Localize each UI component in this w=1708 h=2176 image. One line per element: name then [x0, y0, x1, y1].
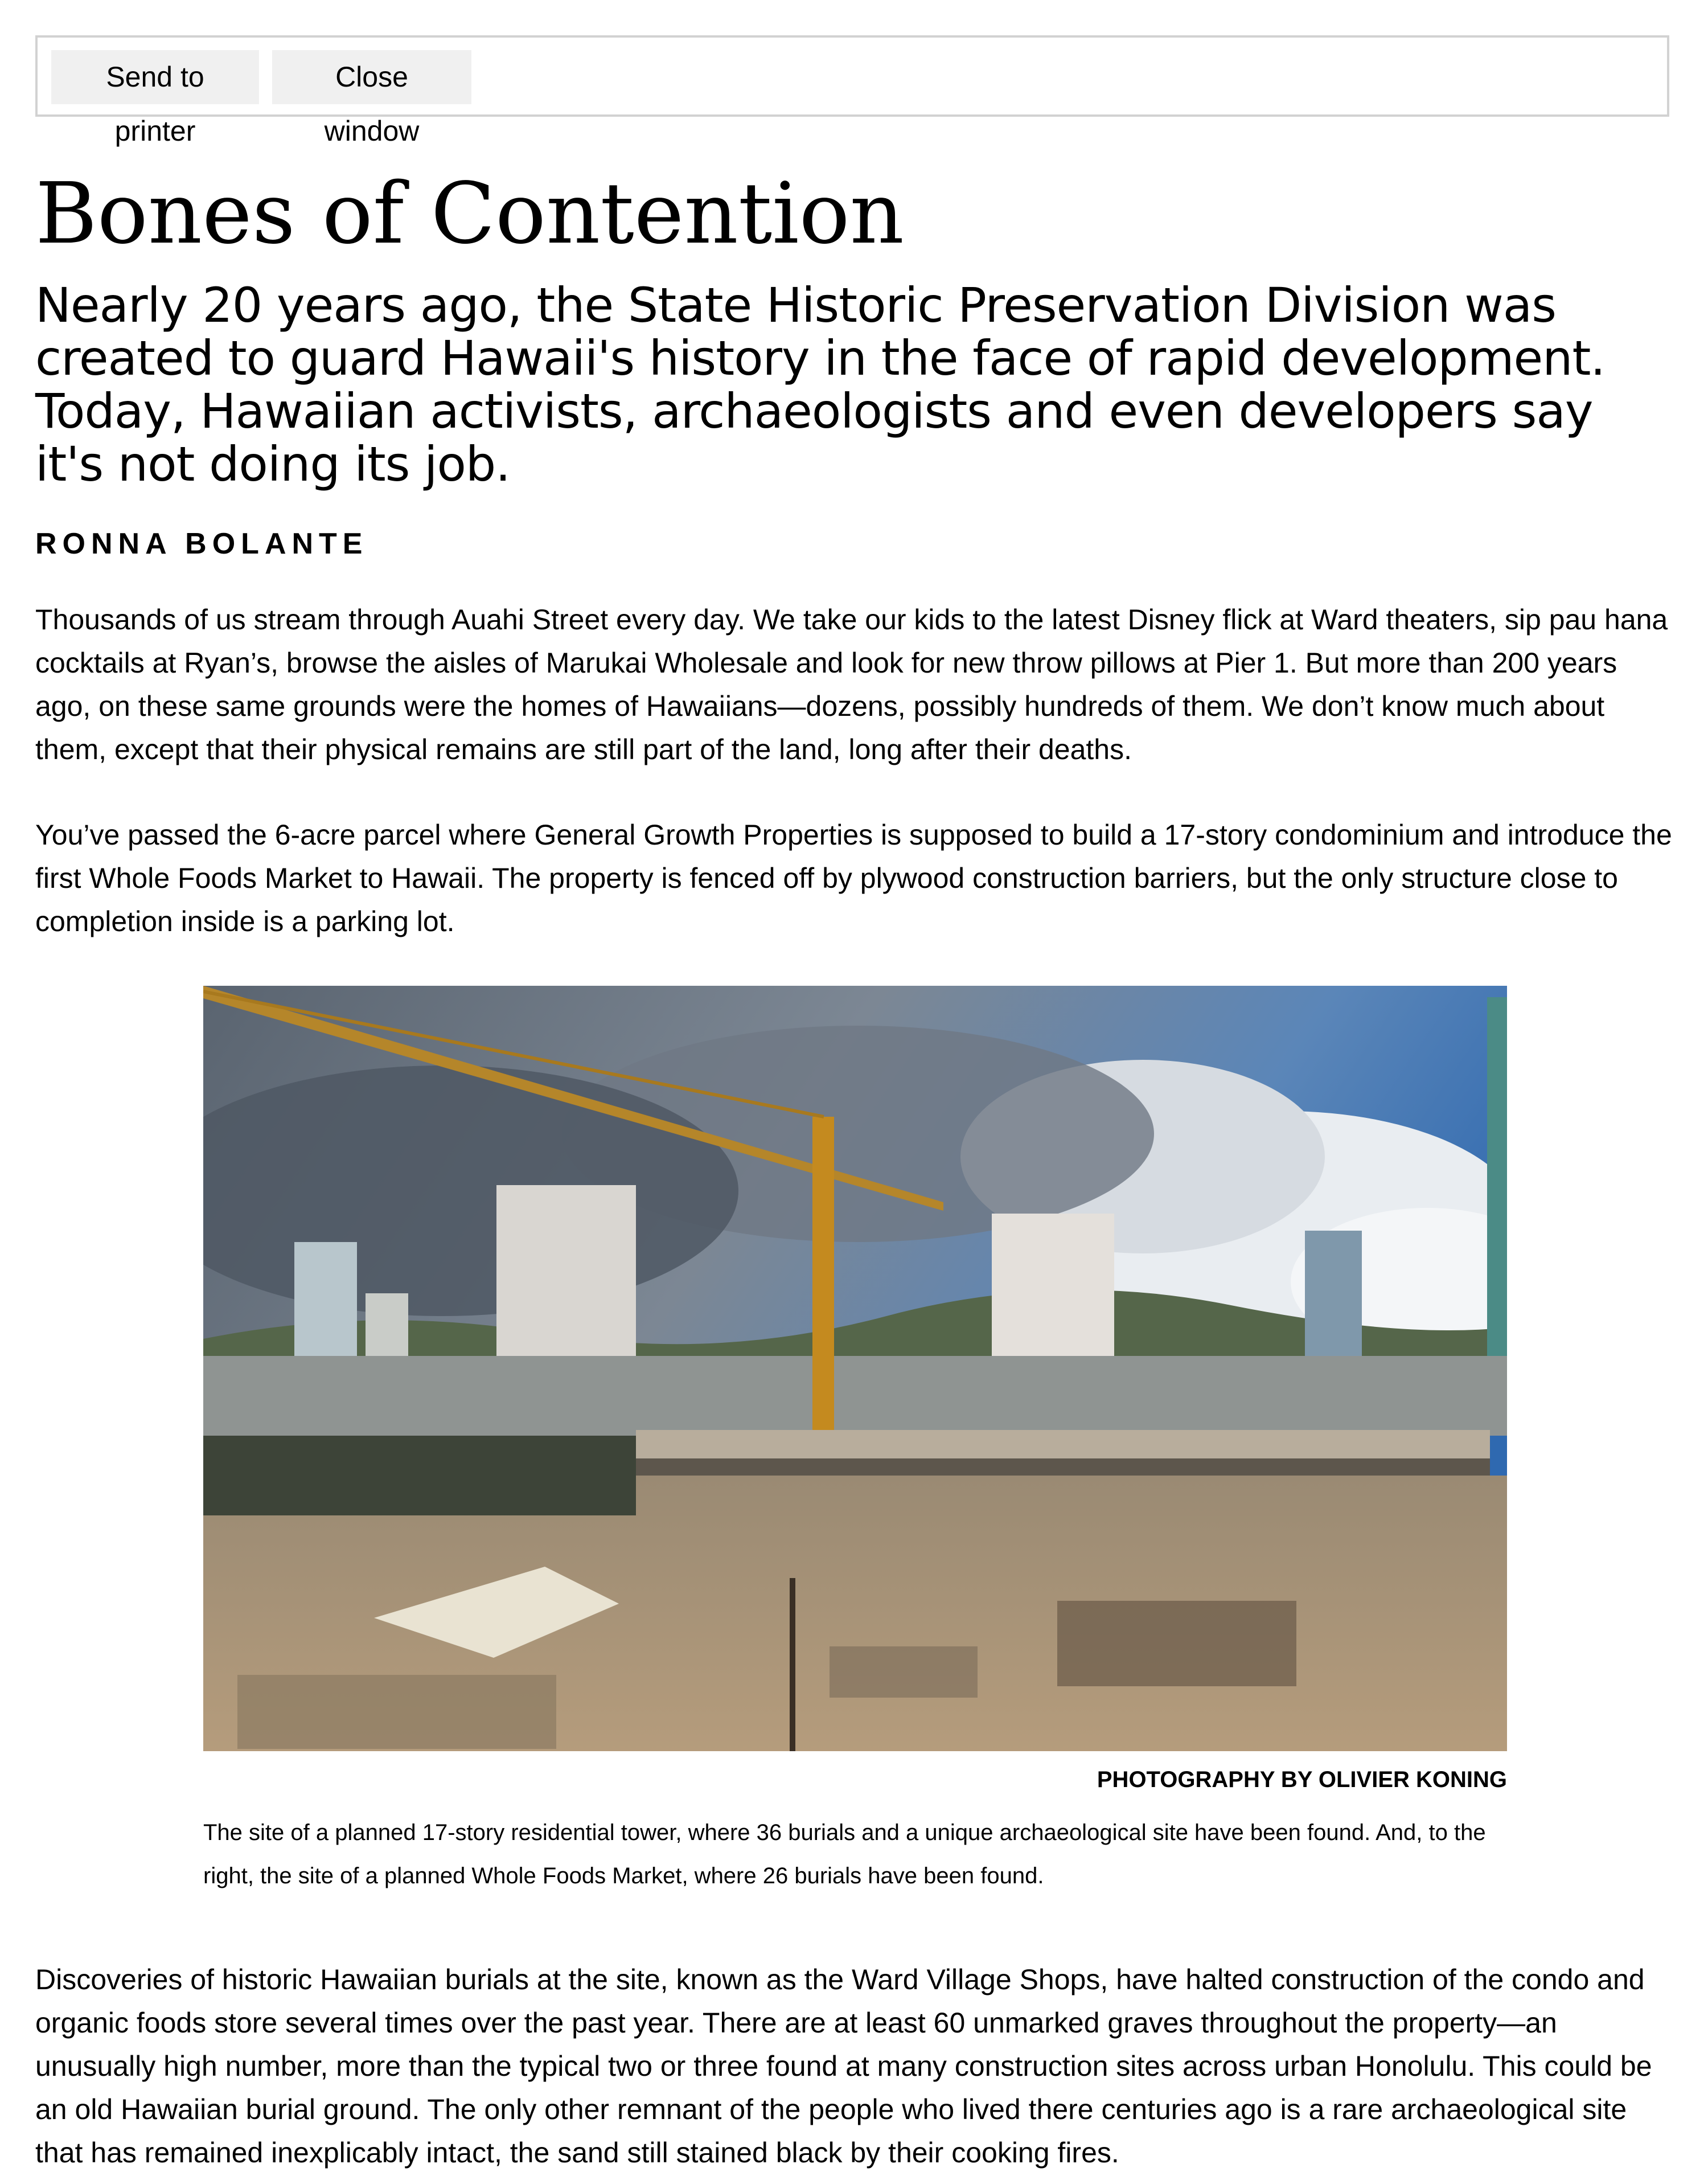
- print-toolbar: [35, 35, 1669, 147]
- article-paragraph: Discoveries of historic Hawaiian burials at the site, known as the Ward Village Shops, have halted construction of the condo and organic foods store several times over the past year. There are at least 60 unmarked graves throughout the property—an unusually high number, more than the typical two or three found at many construction sites across urban Honolulu. This could be an old Hawaiian burial ground. The only other remnant of the people who lived there centuries ago is a rare archaeological site that has remained inexplicably intact, the sand still stained black by their cooking fires.: [35, 1964, 1652, 2169]
- photo-caption: The site of a planned 17-story residential tower, where 36 burials and a unique archaeological site have been found. And, to the right, the site of a planned Whole Foods Market, where 26 burials have been found.: [203, 1820, 1486, 1888]
- photo-illustration: [203, 986, 1507, 1751]
- photo-credit: PHOTOGRAPHY BY OLIVIER KONING: [1097, 1767, 1507, 1792]
- send-to-printer-button[interactable]: Send to printer: [51, 50, 259, 104]
- construction-site-photo: [203, 986, 1507, 1751]
- article-byline: RONNA BOLANTE: [35, 527, 368, 560]
- close-window-button[interactable]: Close window: [272, 50, 471, 104]
- article-title: Bones of Contention: [35, 165, 904, 263]
- article-deck: Nearly 20 years ago, the State Historic Preservation Division was created to guard Hawaii's history in the face of rapid development. Today, Hawaiian activists, archaeologists and even developers say it's not doing its job.: [35, 277, 1606, 492]
- article-paragraph: You’ve passed the 6-acre parcel where General Growth Properties is supposed to build a 17-story condominium and introduce the first Whole Foods Market to Hawaii. The property is fenced off by plywood construction barriers, but the only structure close to completion inside is a parking lot.: [35, 819, 1672, 937]
- article-paragraph: Thousands of us stream through Auahi Street every day. We take our kids to the latest Disney flick at Ward theaters, sip pau hana cocktails at Ryan’s, browse the aisles of Marukai Wholesale and look for new throw pillows at Pier 1. But more than 200 years ago, on these same grounds were the homes of Hawaiians—dozens, possibly hundreds of them. We don’t know much about them, except that their physical remains are still part of the land, long after their deaths.: [35, 604, 1668, 765]
